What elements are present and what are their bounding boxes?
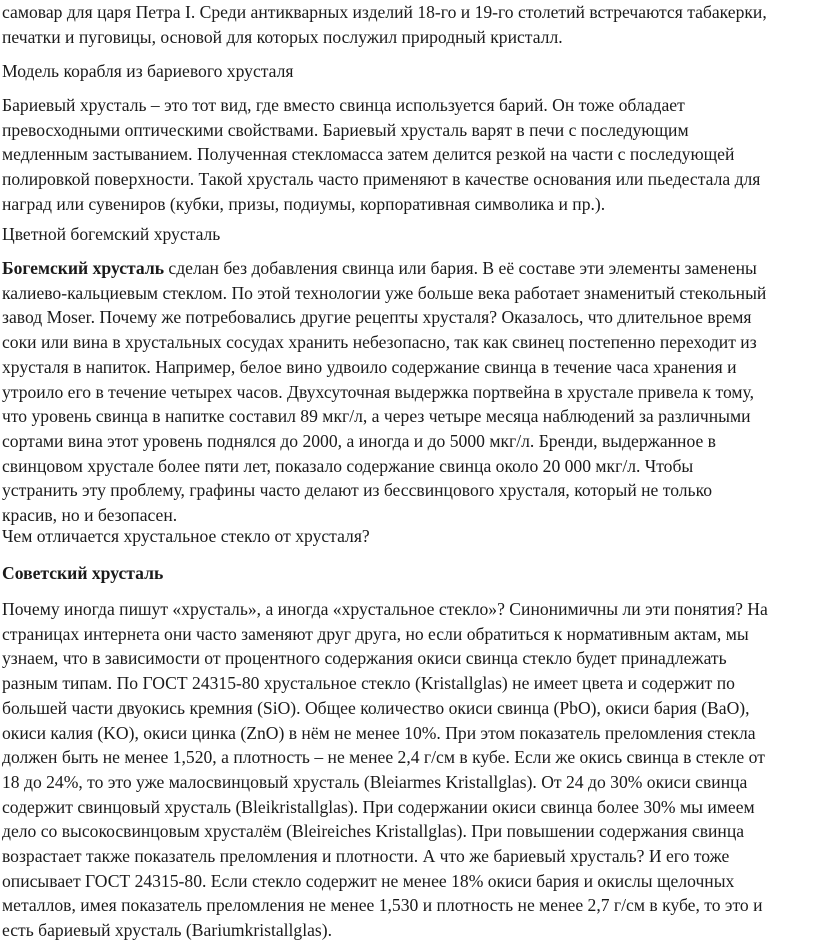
text-line bbox=[2, 256, 814, 281]
paragraph-barium-crystal bbox=[2, 93, 814, 217]
text-line: калиево-кальциевым стеклом. По этой технологии уже больше века работает знаменитый стекольный bbox=[2, 282, 767, 303]
heading-text: Советский хрусталь bbox=[2, 563, 164, 583]
caption-bohemian-crystal bbox=[2, 222, 814, 247]
text-line: должен быть не менее 1,520, а плотность – не менее 2,4 г/см в кубе. Если же окись свинца в стекле от bbox=[2, 747, 765, 768]
heading-soviet-crystal bbox=[2, 561, 814, 586]
bold-term: Богемский хрусталь bbox=[2, 258, 164, 278]
text-line: металлов, имея показатель преломления не менее 1,530 и плотность не менее 2,7 г/см в кубе, то это и bbox=[2, 895, 763, 916]
text-line: соки или вина в хрустальных сосудах хранить небезопасно, так как свинец постепенно переходит из bbox=[2, 332, 757, 353]
text-line: утроило его в течение четырех часов. Двухсуточная выдержка портвейна в хрустале привела к тому, bbox=[2, 381, 754, 402]
text-line: свинцовом хрустале более пяти лет, показало содержание свинца около 20 000 мкг/л. Чтобы bbox=[2, 455, 694, 476]
text-line: дело со высокосвинцовым хрусталём (Bleireiches Kristallglas). При повышении содержания свинца bbox=[2, 821, 745, 842]
caption-text: Чем отличается хрустальное стекло от хрусталя? bbox=[2, 526, 370, 546]
text-line: окиси калия (KO), окиси цинка (ZnO) в нём не менее 10%. При этом показатель преломления стекла bbox=[2, 722, 756, 743]
text-line: возрастает также показатель преломления и плотности. А что же бариевый хрусталь? И его тоже bbox=[2, 846, 730, 867]
text-line: самовар для царя Петра I. Среди антикварных изделий 18-го и 19-го столетий встречаются табакерки, bbox=[2, 2, 767, 22]
caption-text: Цветной богемский хрусталь bbox=[2, 224, 221, 244]
caption-barium-ship bbox=[2, 59, 814, 84]
caption-text: Модель корабля из бариевого хрусталя bbox=[2, 61, 294, 81]
text-run: сделан без добавления свинца или бария. В её составе эти элементы заменены bbox=[164, 258, 757, 278]
text-line: 18 до 24%, то это уже малосвинцовый хрусталь (Bleiarmes Kristallglas). От 24 до 30% окиси свинца bbox=[2, 771, 748, 792]
text-line: завод Moser. Почему же потребовались другие рецепты хрусталя? Оказалось, что длительное время bbox=[2, 307, 752, 328]
text-line: наград или сувениров (кубки, призы, подиумы, корпоративная символика и пр.). bbox=[2, 193, 606, 214]
text-line: описывает ГОСТ 24315-80. Если стекло содержит не менее 18% окиси бария и окислы щелочных bbox=[2, 870, 735, 891]
text-line: сортами вина этот уровень поднялся до 2000, а иногда и до 5000 мкг/л. Бренди, выдержанное в bbox=[2, 430, 716, 451]
caption-question bbox=[2, 524, 814, 549]
text-line: превосходными оптическими свойствами. Бариевый хрусталь варят в печи с последующим bbox=[2, 119, 689, 140]
text-line: медленным застыванием. Полученная стекломасса затем делится резкой на части с последующей bbox=[2, 144, 735, 165]
text-line: Почему иногда пишут «хрусталь», а иногда «хрустальное стекло»? Синонимичны ли эти понятия? На bbox=[2, 599, 768, 619]
text-line: содержит свинцовый хрусталь (Bleikristallglas). При содержании окиси свинца более 30% мы имеем bbox=[2, 796, 755, 817]
text-line: что уровень свинца в напитке составил 89 мкг/л, а через четыре месяца наблюдений за различными bbox=[2, 406, 751, 427]
text-line: Бариевый хрусталь – это тот вид, где вместо свинца используется барий. Он тоже обладает bbox=[2, 95, 685, 115]
text-line: страницах интернета они часто заменяют друг друга, но если обратиться к нормативным актам, мы bbox=[2, 623, 749, 644]
text-line: разным типам. По ГОСТ 24315-80 хрустальное стекло (Kristallglas) не имеет цвета и содержит по bbox=[2, 673, 735, 694]
text-line: красив, но и безопасен. bbox=[2, 505, 178, 526]
paragraph-soviet-crystal bbox=[2, 597, 814, 943]
text-line: большей части двуокись кремния (SiO). Общее количество окиси свинца (PbO), окиси бария (BaO), bbox=[2, 697, 750, 718]
text-line: есть бариевый хрусталь (Bariumkristallglas). bbox=[2, 920, 333, 941]
paragraph-antique-items bbox=[2, 0, 814, 49]
text-line: устранить эту проблему, графины часто делают из бессвинцового хрусталя, который не только bbox=[2, 480, 713, 501]
paragraph-bohemian-crystal bbox=[2, 256, 814, 528]
text-line: печатки и пуговицы, основой для которых послужил природный кристалл. bbox=[2, 26, 563, 47]
text-line: полировкой поверхности. Такой хрусталь часто применяют в качестве основания или пьедестала для bbox=[2, 169, 761, 190]
text-line: хрусталя в напиток. Например, белое вино удвоило содержание свинца в течение часа хранения и bbox=[2, 356, 737, 377]
text-line: узнаем, что в зависимости от процентного содержания окиси свинца стекло будет принадлежать bbox=[2, 648, 727, 669]
